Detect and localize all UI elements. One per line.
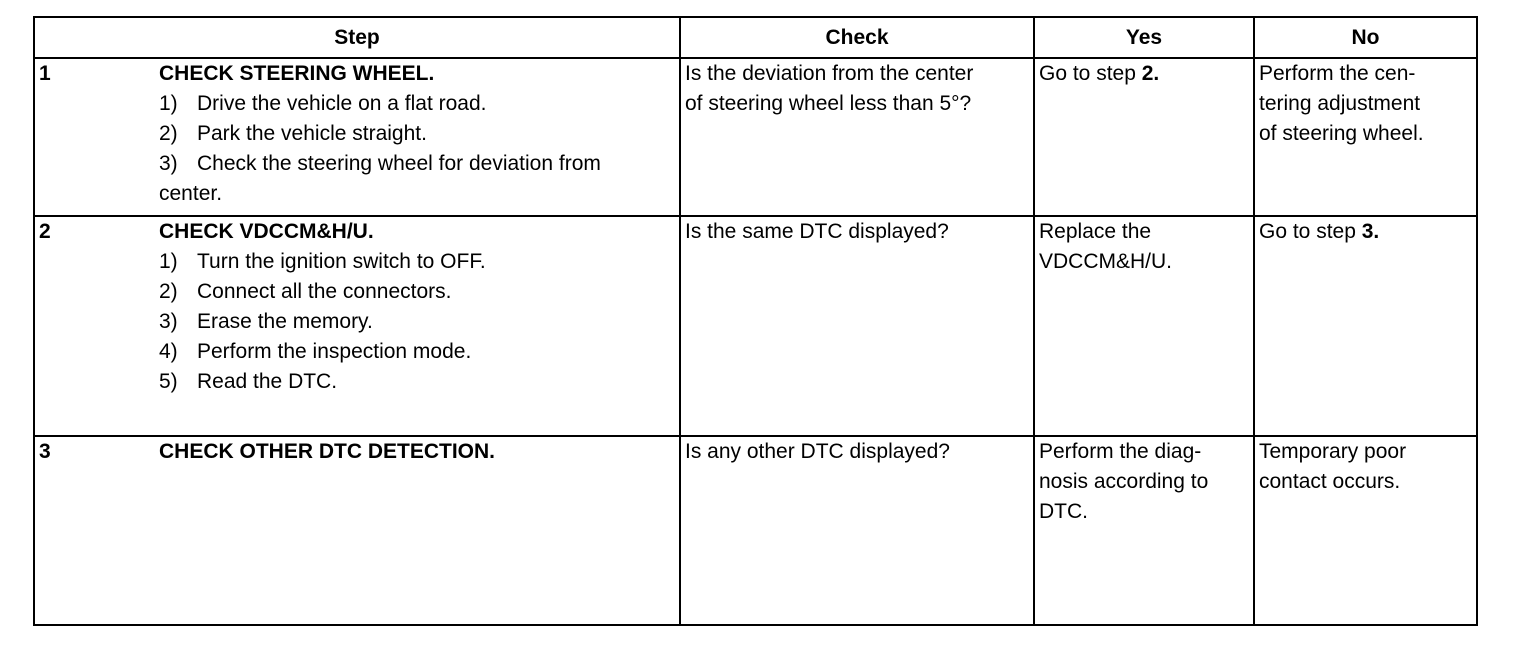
yes-line: VDCCM&H/U. — [1039, 250, 1173, 273]
yes-line: Perform the diag- — [1039, 440, 1202, 463]
substep — [159, 307, 675, 337]
step-number: 1 — [39, 62, 51, 85]
substep — [159, 367, 675, 397]
diagnostic-table — [33, 16, 1478, 626]
yes-cell-3 — [1034, 436, 1254, 625]
no-step-ref: 3. — [1361, 220, 1380, 243]
table-row-step-1 — [34, 58, 1477, 216]
header-yes: Yes — [1034, 17, 1254, 58]
table-header-row — [34, 17, 1477, 58]
header-step: Step — [34, 17, 680, 58]
table-row-step-2 — [34, 216, 1477, 436]
no-cell-1 — [1254, 58, 1477, 216]
yes-line: DTC. — [1039, 500, 1088, 523]
yes-text: Go to step — [1039, 62, 1142, 85]
substep — [159, 89, 675, 119]
substep-text: Turn the ignition switch to OFF. — [197, 250, 486, 273]
yes-cell-2 — [1034, 216, 1254, 436]
substep — [159, 247, 675, 277]
substep-text: Check the steering wheel for deviation from — [197, 152, 601, 175]
no-cell-2 — [1254, 216, 1477, 436]
header-check: Check — [680, 17, 1034, 58]
yes-cell-1 — [1034, 58, 1254, 216]
diagnostic-table-container — [33, 16, 1476, 626]
check-cell-2 — [680, 216, 1034, 436]
check-cell-1 — [680, 58, 1034, 216]
no-line: tering adjustment — [1259, 92, 1421, 115]
check-cell-3 — [680, 436, 1034, 625]
substep-number: 1) — [159, 92, 178, 115]
substep — [159, 119, 675, 149]
substep-number: 2) — [159, 280, 178, 303]
no-cell-3 — [1254, 436, 1477, 625]
check-line: Is the same DTC displayed? — [685, 220, 949, 243]
substep-text: Perform the inspection mode. — [197, 340, 472, 363]
yes-line: nosis according to — [1039, 470, 1209, 493]
substep-number: 4) — [159, 340, 178, 363]
check-line: Is any other DTC displayed? — [685, 440, 950, 463]
yes-step-ref: 2. — [1141, 62, 1160, 85]
no-line: contact occurs. — [1259, 470, 1401, 493]
substep — [159, 277, 675, 307]
step-title: CHECK VDCCM&H/U. — [159, 220, 374, 243]
substep-text: Drive the vehicle on a flat road. — [197, 92, 487, 115]
step-title: CHECK STEERING WHEEL. — [159, 62, 435, 85]
header-no: No — [1254, 17, 1477, 58]
substep-text: Connect all the connectors. — [197, 280, 452, 303]
substep-text: Park the vehicle straight. — [197, 122, 427, 145]
no-line: of steering wheel. — [1259, 122, 1424, 145]
substep-number: 3) — [159, 152, 178, 175]
step-title: CHECK OTHER DTC DETECTION. — [159, 440, 495, 463]
step-number: 2 — [39, 220, 51, 243]
step-cell-3 — [34, 436, 680, 625]
no-text: Go to step — [1259, 220, 1362, 243]
substep-continuation: center. — [159, 182, 223, 205]
table-row-step-3 — [34, 436, 1477, 625]
yes-line: Replace the — [1039, 220, 1152, 243]
substep-number: 5) — [159, 370, 178, 393]
substep — [159, 337, 675, 367]
substep — [159, 149, 675, 179]
no-line: Temporary poor — [1259, 440, 1407, 463]
substep-number: 3) — [159, 310, 178, 333]
substep-text: Read the DTC. — [197, 370, 338, 393]
check-line: of steering wheel less than 5°? — [685, 92, 972, 115]
no-line: Perform the cen- — [1259, 62, 1416, 85]
substep-number: 2) — [159, 122, 178, 145]
substep-text: Erase the memory. — [197, 310, 373, 333]
check-line: Is the deviation from the center — [685, 62, 974, 85]
step-cell-1 — [34, 58, 680, 216]
substep-number: 1) — [159, 250, 178, 273]
step-cell-2 — [34, 216, 680, 436]
step-number: 3 — [39, 440, 51, 463]
